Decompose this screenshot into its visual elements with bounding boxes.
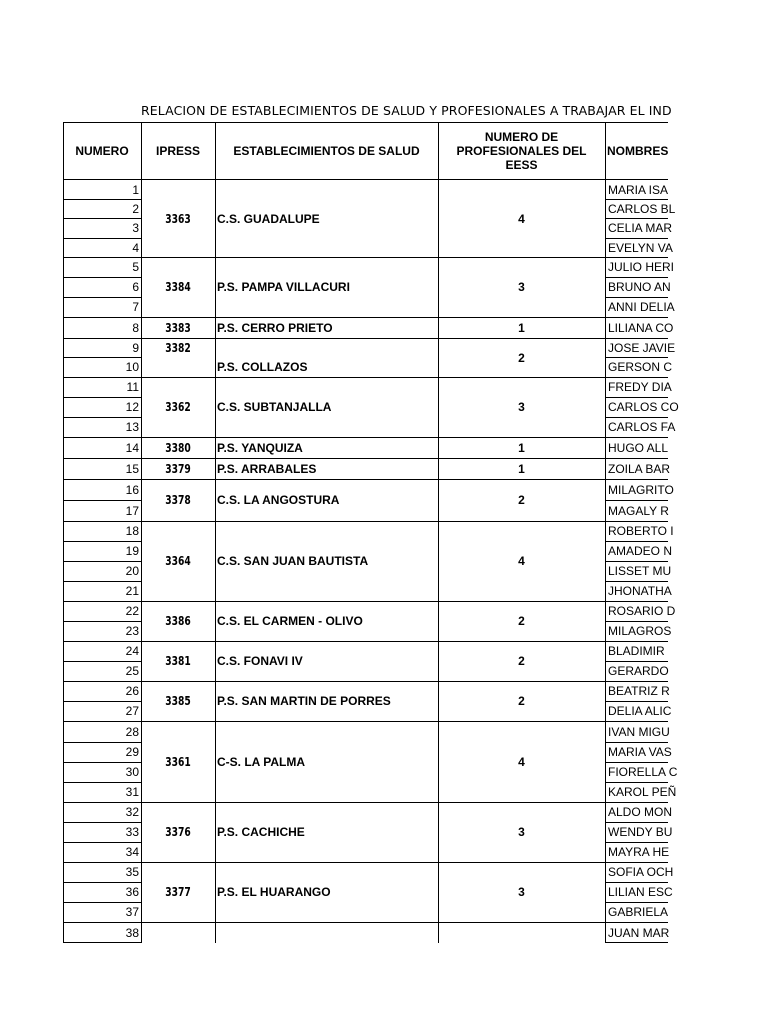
row-number: 30 xyxy=(125,765,139,779)
row-border xyxy=(605,842,668,843)
row-number: 3 xyxy=(132,221,139,235)
row-border xyxy=(63,822,141,823)
ipress-code: 3383 xyxy=(165,320,191,335)
row-number: 12 xyxy=(125,400,139,414)
row-border xyxy=(63,842,141,843)
row-number: 38 xyxy=(125,925,139,940)
row-border xyxy=(63,681,141,682)
establishment-name: P.S. COLLAZOS xyxy=(217,359,308,374)
row-number: 9 xyxy=(132,340,139,355)
ipress-code: 3364 xyxy=(165,554,191,568)
table-bottom-border xyxy=(605,942,668,943)
row-border xyxy=(63,357,141,358)
row-border xyxy=(605,500,668,501)
row-border xyxy=(605,862,668,863)
professional-name: ROSARIO D xyxy=(608,604,676,618)
row-border xyxy=(63,782,141,783)
row-number: 13 xyxy=(125,420,139,434)
row-border xyxy=(63,922,141,923)
row-border xyxy=(605,458,668,459)
professional-name: BLADIMIR xyxy=(608,644,665,658)
page-title: RELACION DE ESTABLECIMIENTOS DE SALUD Y PROFESIONALES A TRABAJAR EL IND xyxy=(141,103,672,118)
row-border xyxy=(605,297,668,298)
row-border xyxy=(605,437,668,438)
professional-count: 2 xyxy=(518,654,525,668)
professional-name: JHONATHA xyxy=(608,584,672,598)
row-border xyxy=(63,621,141,622)
row-border xyxy=(605,357,668,358)
row-number: 27 xyxy=(125,704,139,718)
professional-name: HUGO ALL xyxy=(608,440,669,455)
professional-name: GERARDO xyxy=(608,664,669,678)
establishment-name: P.S. PAMPA VILLACURI xyxy=(217,280,350,294)
row-number: 15 xyxy=(125,461,139,476)
row-border xyxy=(605,601,668,602)
professional-name: MILAGRITO xyxy=(608,482,674,497)
establishment-name: P.S. SAN MARTIN DE PORRES xyxy=(217,694,391,708)
professional-name: WENDY BU xyxy=(608,825,673,839)
row-number: 2 xyxy=(132,201,139,216)
header-bottom-border xyxy=(63,179,668,180)
row-border xyxy=(605,822,668,823)
professional-name: JOSE JAVIE xyxy=(608,340,676,355)
group-border xyxy=(141,802,605,803)
row-border xyxy=(605,479,668,480)
row-border xyxy=(63,581,141,582)
header-ipress: IPRESS xyxy=(155,144,200,158)
group-border xyxy=(141,681,605,682)
column-border xyxy=(215,122,216,943)
row-number: 4 xyxy=(132,240,139,255)
professional-name: CARLOS CO xyxy=(608,400,679,414)
establishment-name: P.S. ARRABALES xyxy=(217,461,317,476)
row-number: 6 xyxy=(132,280,139,294)
professional-name: ROBERTO I xyxy=(608,524,674,538)
professional-name: MAGALY R xyxy=(608,503,669,518)
establishment-name: C.S. GUADALUPE xyxy=(217,211,320,226)
row-border xyxy=(605,417,668,418)
establishment-name: C.S. LA ANGOSTURA xyxy=(217,493,340,507)
row-border xyxy=(605,521,668,522)
row-number: 5 xyxy=(132,260,139,274)
group-border xyxy=(141,458,605,459)
professional-count: 1 xyxy=(518,320,525,335)
row-border xyxy=(63,458,141,459)
row-border xyxy=(63,397,141,398)
row-border xyxy=(605,782,668,783)
row-number: 18 xyxy=(125,524,139,538)
row-border xyxy=(63,257,141,258)
professional-count: 2 xyxy=(518,493,525,507)
row-border xyxy=(63,902,141,903)
group-border xyxy=(141,479,605,480)
row-number: 31 xyxy=(125,785,139,799)
establishment-name: C.S. FONAVI IV xyxy=(217,654,303,668)
establishment-name: P.S. EL HUARANGO xyxy=(217,885,331,899)
row-border xyxy=(605,257,668,258)
header-profesionales: NUMERO DE PROFESIONALES DEL EESS xyxy=(456,130,587,172)
row-number: 33 xyxy=(125,825,139,839)
professional-count: 3 xyxy=(518,885,525,899)
professional-count: 2 xyxy=(518,694,525,708)
row-number: 37 xyxy=(125,905,139,919)
row-border xyxy=(605,922,668,923)
row-border xyxy=(605,277,668,278)
row-border xyxy=(63,882,141,883)
establishment-name: P.S. CERRO PRIETO xyxy=(217,320,333,335)
row-number: 11 xyxy=(126,380,139,394)
row-number: 23 xyxy=(125,624,139,638)
row-number: 36 xyxy=(125,885,139,899)
row-border xyxy=(63,199,141,200)
row-border xyxy=(605,238,668,239)
ipress-code: 3362 xyxy=(165,400,191,414)
row-number: 25 xyxy=(125,664,139,678)
professional-name: MARIA ISA xyxy=(608,182,669,197)
professional-name: FREDY DIA xyxy=(608,380,672,394)
professional-name: ZOILA BAR xyxy=(608,461,671,476)
header-numero: NUMERO xyxy=(75,144,129,158)
ipress-code: 3377 xyxy=(165,885,191,899)
professional-name: LILIANA CO xyxy=(608,320,674,335)
row-border xyxy=(63,721,141,722)
professional-name: DELIA ALIC xyxy=(608,704,672,718)
row-border xyxy=(605,541,668,542)
row-border xyxy=(605,621,668,622)
row-number: 28 xyxy=(125,724,139,739)
professional-name: CARLOS BL xyxy=(608,201,676,216)
group-border xyxy=(141,338,605,339)
row-border xyxy=(605,397,668,398)
row-border xyxy=(63,641,141,642)
group-border xyxy=(141,257,605,258)
row-number: 26 xyxy=(125,684,139,698)
row-border xyxy=(63,297,141,298)
row-number: 14 xyxy=(125,440,139,455)
group-border xyxy=(141,317,605,318)
row-border xyxy=(63,561,141,562)
ipress-code: 3380 xyxy=(165,440,191,455)
professional-count: 2 xyxy=(518,350,525,365)
professional-name: JUAN MAR xyxy=(608,925,670,940)
row-border xyxy=(605,218,668,219)
professional-name: KAROL PEÑ xyxy=(608,785,677,799)
table-bottom-border xyxy=(63,942,141,943)
row-border xyxy=(605,338,668,339)
ipress-code: 3384 xyxy=(165,280,191,294)
professional-name: LISSET MU xyxy=(608,564,672,578)
row-border xyxy=(63,601,141,602)
ipress-code: 3378 xyxy=(165,493,191,507)
professional-name: FIORELLA C xyxy=(608,765,678,779)
table-top-border xyxy=(63,122,668,123)
row-border xyxy=(605,721,668,722)
column-border xyxy=(141,122,142,943)
professional-name: MARIA VAS xyxy=(608,745,672,759)
professional-name: BRUNO AN xyxy=(608,280,671,294)
row-number: 8 xyxy=(132,320,139,335)
row-border xyxy=(605,317,668,318)
establishment-name: P.S. YANQUIZA xyxy=(217,440,303,455)
professional-name: MILAGROS xyxy=(608,624,672,638)
row-number: 19 xyxy=(125,544,139,558)
row-number: 7 xyxy=(132,300,139,314)
row-border xyxy=(605,641,668,642)
row-number: 22 xyxy=(125,604,139,618)
ipress-code: 3381 xyxy=(165,654,191,668)
row-border xyxy=(605,661,668,662)
group-border xyxy=(141,721,605,722)
row-border xyxy=(63,762,141,763)
row-border xyxy=(63,500,141,501)
establishment-name: C.S. SAN JUAN BAUTISTA xyxy=(217,554,369,568)
row-border xyxy=(605,802,668,803)
row-border xyxy=(63,541,141,542)
professional-name: IVAN MIGU xyxy=(608,724,670,739)
establishment-name: C.S. EL CARMEN - OLIVO xyxy=(217,614,363,628)
row-border xyxy=(63,862,141,863)
establishment-name: C-S. LA PALMA xyxy=(217,754,305,769)
row-number: 24 xyxy=(125,644,139,658)
row-number: 16 xyxy=(125,482,139,497)
row-number: 34 xyxy=(125,845,139,859)
row-number: 29 xyxy=(125,745,139,759)
group-border xyxy=(141,922,605,923)
ipress-code: 3363 xyxy=(165,211,191,226)
group-border xyxy=(141,641,605,642)
professional-name: ALDO MON xyxy=(608,805,673,819)
row-border xyxy=(63,701,141,702)
professional-name: CARLOS FA xyxy=(608,420,676,434)
row-number: 20 xyxy=(125,564,139,578)
row-number: 21 xyxy=(125,584,139,598)
row-border xyxy=(63,338,141,339)
column-border xyxy=(438,122,439,943)
row-border xyxy=(63,317,141,318)
row-border xyxy=(63,661,141,662)
row-number: 17 xyxy=(125,503,139,518)
row-border xyxy=(605,742,668,743)
professional-name: GABRIELA xyxy=(608,905,669,919)
professional-count: 3 xyxy=(518,400,525,414)
row-border xyxy=(63,417,141,418)
row-border xyxy=(63,742,141,743)
row-border xyxy=(63,479,141,480)
group-border xyxy=(141,862,605,863)
ipress-code: 3361 xyxy=(165,754,191,769)
row-border xyxy=(605,377,668,378)
row-border xyxy=(605,199,668,200)
professional-name: JULIO HERI xyxy=(608,260,675,274)
ipress-code: 3376 xyxy=(165,825,191,839)
professional-name: GERSON C xyxy=(608,360,673,374)
row-border xyxy=(63,238,141,239)
group-border xyxy=(141,437,605,438)
row-border xyxy=(605,581,668,582)
row-border xyxy=(605,701,668,702)
row-border xyxy=(63,521,141,522)
professional-name: SOFIA OCH xyxy=(608,865,674,879)
row-number: 32 xyxy=(125,805,139,819)
group-border xyxy=(141,601,605,602)
professional-count: 1 xyxy=(518,461,525,476)
professional-count: 4 xyxy=(518,754,525,769)
row-border xyxy=(63,277,141,278)
ipress-code: 3385 xyxy=(165,694,191,708)
header-establecimientos: ESTABLECIMIENTOS DE SALUD xyxy=(233,144,420,158)
group-border xyxy=(141,521,605,522)
professional-count: 4 xyxy=(518,554,525,568)
group-border xyxy=(141,377,605,378)
establishment-name: C.S. SUBTANJALLA xyxy=(217,400,332,414)
professional-count: 2 xyxy=(518,614,525,628)
row-number: 10 xyxy=(125,360,139,374)
row-number: 1 xyxy=(132,182,139,197)
row-border xyxy=(63,377,141,378)
row-border xyxy=(63,218,141,219)
professional-count: 1 xyxy=(518,440,525,455)
row-border xyxy=(605,902,668,903)
ipress-code: 3379 xyxy=(165,461,191,476)
ipress-code: 3382 xyxy=(165,340,191,355)
professional-name: EVELYN VA xyxy=(608,240,673,255)
professional-name: BEATRIZ R xyxy=(608,684,670,698)
professional-name: LILIAN ESC xyxy=(608,885,673,899)
row-border xyxy=(605,681,668,682)
column-border xyxy=(63,122,64,943)
row-border xyxy=(605,882,668,883)
row-border xyxy=(63,437,141,438)
professional-name: MAYRA HE xyxy=(608,845,670,859)
row-border xyxy=(63,802,141,803)
professional-name: CELIA MAR xyxy=(608,221,673,235)
header-nombres: NOMBRES xyxy=(607,144,669,158)
row-number: 35 xyxy=(125,865,139,879)
professional-count: 4 xyxy=(518,211,525,226)
professional-count: 3 xyxy=(518,280,525,294)
column-border xyxy=(605,122,606,943)
professional-count: 3 xyxy=(518,825,525,839)
professional-name: AMADEO N xyxy=(608,544,673,558)
row-border xyxy=(605,762,668,763)
professional-name: ANNI DELIA xyxy=(608,300,675,314)
row-border xyxy=(605,561,668,562)
establishment-name: P.S. CACHICHE xyxy=(217,825,305,839)
ipress-code: 3386 xyxy=(165,614,191,628)
